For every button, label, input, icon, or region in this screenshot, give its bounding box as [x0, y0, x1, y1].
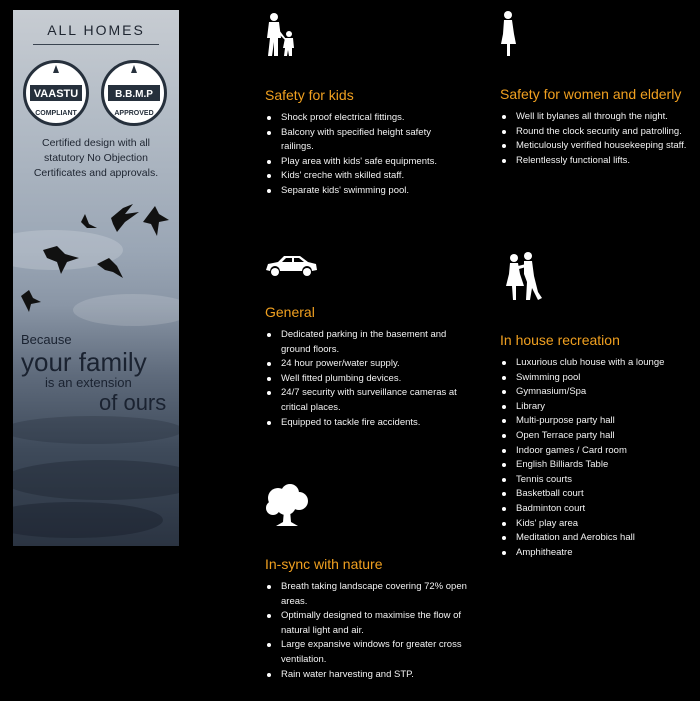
list-item: Kids' play area [500, 517, 690, 532]
tagline-line-3: is an extension [45, 375, 132, 390]
badge-vaastu-bottom: COMPLIANT [35, 110, 77, 117]
list-item: Dedicated parking in the basement and ground floors. [265, 328, 475, 357]
feature-list [500, 356, 690, 560]
section-title: In-sync with nature [265, 556, 383, 572]
list-item: Basketball court [500, 487, 690, 502]
vaastu-compliant-badge [23, 60, 89, 126]
section-title: Safety for women and elderly [500, 86, 682, 102]
list-item: Rain water harvesting and STP. [265, 668, 475, 683]
list-item: Open Terrace party hall [500, 429, 690, 444]
section-nature [265, 557, 475, 682]
list-item: Balcony with specified height safety railings. [265, 126, 465, 155]
list-item: Shock proof electrical fittings. [265, 111, 465, 126]
list-item: Badminton court [500, 502, 690, 517]
list-item: Multi-purpose party hall [500, 414, 690, 429]
section-title: In house recreation [500, 332, 620, 348]
list-item: Indoor games / Card room [500, 444, 690, 459]
badge-vaastu-top: VAASTU [33, 88, 79, 100]
promo-banner [13, 10, 179, 546]
car-icon [264, 254, 318, 278]
section-general [265, 305, 475, 430]
all-homes-heading: ALL HOMES [47, 22, 145, 38]
list-item: Amphitheatre [500, 546, 690, 561]
list-item: Well fitted plumbing devices. [265, 372, 475, 387]
list-item: 24 hour power/water supply. [265, 357, 475, 372]
section-recreation [500, 333, 690, 560]
bbmp-approved-badge [101, 60, 167, 126]
section-safety-kids [265, 88, 465, 199]
list-item: Optimally designed to maximise the flow of natural light and air. [265, 609, 475, 638]
list-item: Play area with kids' safe equipments. [265, 155, 465, 170]
family-tagline [21, 332, 179, 416]
flying-birds-icon [13, 200, 179, 320]
woman-icon [498, 10, 518, 58]
list-item: Kids' creche with skilled staff. [265, 169, 465, 184]
feature-list [500, 110, 690, 168]
list-item: Meditation and Aerobics hall [500, 531, 690, 546]
section-title: Safety for kids [265, 87, 354, 103]
feature-list [265, 328, 475, 430]
list-item: 24/7 security with surveillance cameras at critical places. [265, 386, 475, 415]
list-item: Equipped to tackle fire accidents. [265, 416, 475, 431]
list-item: English Billiards Table [500, 458, 690, 473]
list-item: Gymnasium/Spa [500, 385, 690, 400]
list-item: Library [500, 400, 690, 415]
list-item: Round the clock security and patrolling. [500, 125, 690, 140]
feature-list [265, 580, 475, 682]
couple-dancing-icon [500, 252, 544, 304]
list-item: Breath taking landscape covering 72% open areas. [265, 580, 475, 609]
list-item: Tennis courts [500, 473, 690, 488]
section-title: General [265, 304, 315, 320]
list-item: Relentlessly functional lifts. [500, 154, 690, 169]
heading-divider [33, 44, 159, 45]
tree-icon [264, 484, 310, 528]
list-item: Separate kids' swimming pool. [265, 184, 465, 199]
badge-bbmp-bottom: APPROVED [114, 110, 154, 117]
tagline-line-1: Because [21, 332, 72, 347]
list-item: Well lit bylanes all through the night. [500, 110, 690, 125]
feature-list [265, 111, 465, 199]
parent-child-icon [264, 12, 300, 58]
tagline-line-2: your family [21, 347, 147, 377]
list-item: Meticulously verified housekeeping staff. [500, 139, 690, 154]
certified-text: Certified design with all statutory No Objection Certificates and approvals. [33, 137, 159, 179]
list-item: Large expansive windows for greater cross ventilation. [265, 638, 475, 667]
list-item: Swimming pool [500, 371, 690, 386]
tagline-line-4: of ours [99, 390, 167, 415]
section-safety-women [500, 87, 690, 168]
badge-bbmp-top: B.B.M.P [115, 89, 153, 100]
list-item: Luxurious club house with a lounge [500, 356, 690, 371]
